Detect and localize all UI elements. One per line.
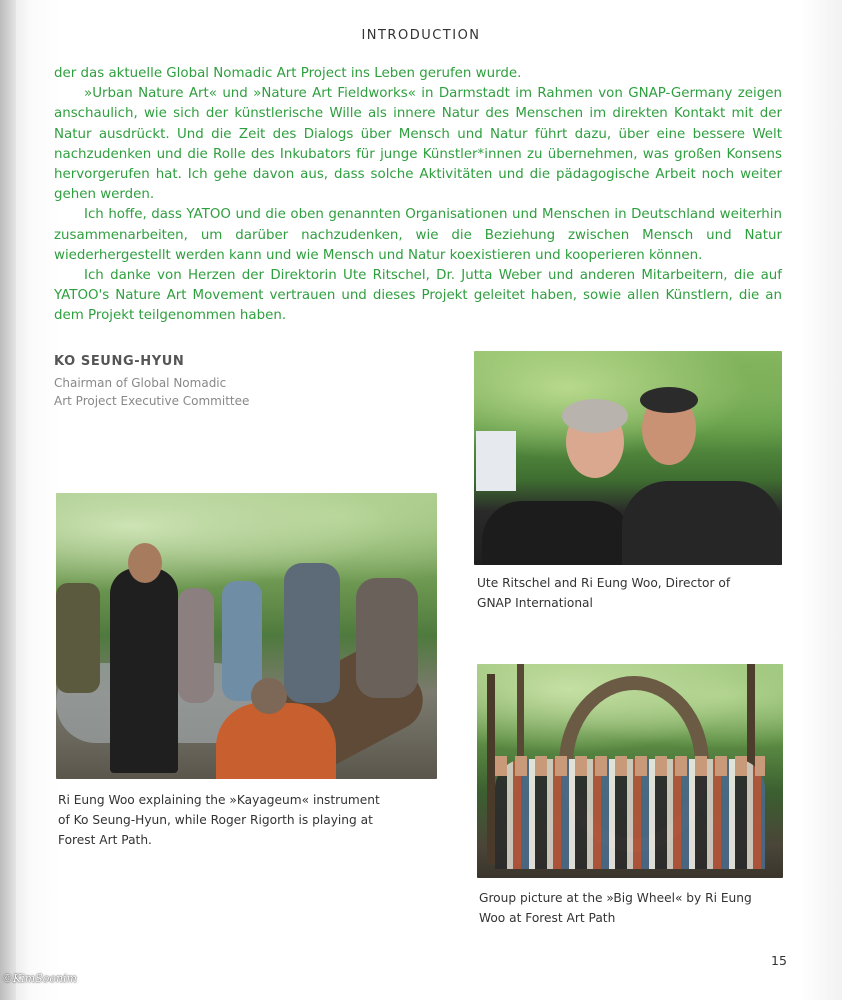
photo-credit-watermark: ©KimSoonim: [2, 972, 77, 985]
portrait-caption: [477, 573, 797, 613]
signature-role-line-1: Chairman of Global Nomadic: [54, 376, 227, 390]
signature-role: [54, 374, 314, 410]
big-wheel-caption-line-2: Woo at Forest Art Path: [479, 911, 616, 925]
signature-role-line-2: Art Project Executive Committee: [54, 394, 250, 408]
signature-name: KO SEUNG-HYUN: [54, 354, 185, 369]
portrait-photo: [474, 351, 782, 565]
kayageum-photo: [56, 493, 437, 779]
kayageum-caption: [58, 790, 438, 850]
big-wheel-photo: [477, 664, 783, 878]
paragraph-2: »Urban Nature Art« und »Nature Art Fieldworks« in Darmstadt im Rahmen von GNAP-Germany zeigen anschaulich, wie sich der künstlerische Wille als innere Natur des Menschen im direkten Kontakt mit der Natur ausdrückt. Und die Zeit des Dialogs über Mensch und Natur führt dazu, über eine bessere Welt nachzudenken und die Rolle des Inkubators für junge Künstler*innen zu übernehmen, was großen Konsens hervorgerufen hat. Ich gehe davon aus, dass solche Aktivitäten und die pädagogische Arbeit noch weiter gehen werden.: [54, 86, 782, 203]
kayageum-caption-line-3: Forest Art Path.: [58, 833, 152, 847]
paragraph-3: Ich hoffe, dass YATOO und die oben genannten Organisationen und Menschen in Deutschland weiterhin zusammenarbeiten, um darüber nachzudenken, wie die Beziehung zwischen Mensch und Natur wiederhergestellt werden kann und wie Mensch und Natur koexistieren und kooperieren können.: [54, 207, 782, 263]
page-number: 15: [771, 953, 787, 968]
book-spine-shadow: [0, 0, 16, 1000]
paragraph-1: der das aktuelle Global Nomadic Art Project ins Leben gerufen wurde.: [54, 66, 522, 81]
paragraph-4: Ich danke von Herzen der Direktorin Ute Ritschel, Dr. Jutta Weber und anderen Mitarbeitern, die auf YATOO's Nature Art Movement vertrauen und dieses Projekt geleitet haben, sowie allen Künstlern, die an dem Projekt teilgenommen haben.: [54, 268, 782, 324]
big-wheel-caption-line-1: Group picture at the »Big Wheel« by Ri Eung: [479, 891, 752, 905]
section-header: INTRODUCTION: [361, 28, 481, 43]
kayageum-caption-line-1: Ri Eung Woo explaining the »Kayageum« instrument: [58, 793, 380, 807]
big-wheel-caption: [479, 888, 799, 928]
kayageum-caption-line-2: of Ko Seung-Hyun, while Roger Rigorth is playing at: [58, 813, 373, 827]
portrait-caption-line-1: Ute Ritschel and Ri Eung Woo, Director of: [477, 576, 731, 590]
portrait-caption-line-2: GNAP International: [477, 596, 593, 610]
body-text: [54, 64, 782, 327]
